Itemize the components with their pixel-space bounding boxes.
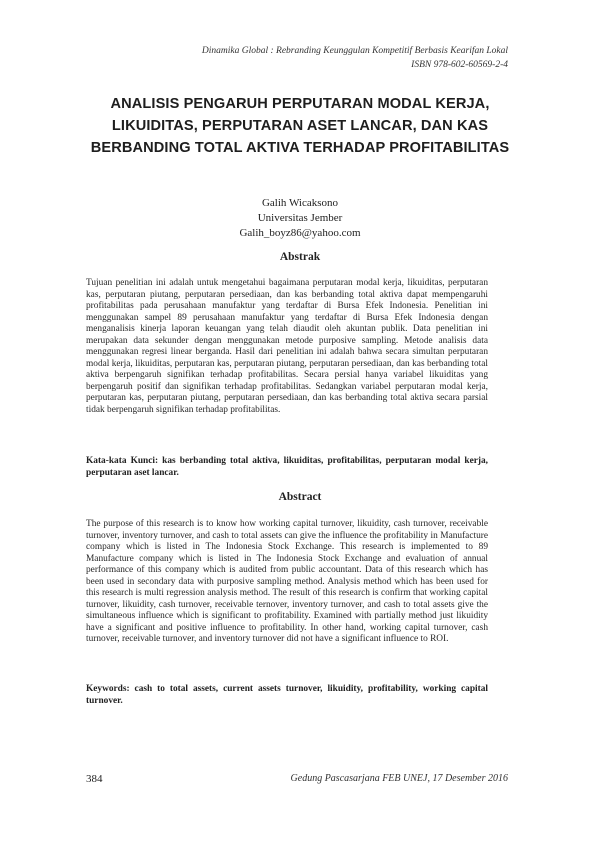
journal-title-line: Dinamika Global : Rebranding Keunggulan Kompetitif Berbasis Kearifan Lokal	[201, 46, 508, 56]
abstrak-heading: Abstrak	[279, 251, 321, 263]
abstract-heading: Abstract	[278, 491, 322, 503]
author-email: Galih_boyz86@yahoo.com	[239, 227, 361, 239]
page-number: 384	[86, 773, 103, 785]
footer-venue: Gedung Pascasarjana FEB UNEJ, 17 Desember 2016	[290, 773, 508, 784]
author-block	[100, 196, 500, 241]
kata-kunci: Kata-kata Kunci: kas berbanding total aktiva, likuiditas, profitabilitas, perputaran modal kerja, perputaran aset lancar.	[86, 456, 488, 478]
abstract-text: The purpose of this research is to know how working capital turnover, likuidity, cash turnover, receivable turnover, inventory turnover, and cash to total assets can give the influence the profitability in Manufacture company which is listed in The Indonesia Stock Exchange. This research is implemented to 89 Manufacture company which is listed in The Indonesia Stock Exchange and evaluation of annual performance of this company which is audited from public accountant. Data of this research which has been used in secondary data with purposive sampling method. Analysis method which has been used for this research is multi regression analysis method. The result of this research is confirm that working capital turnover, likuidity, cash turnover, receivable ternover, inventory turnover, and cash to total assets give the simultaneous influence which is significant to profitability. Examined with partially method just likuidity have a significant and positive influence to profitability. In other hand, working capital turnover, cash turnover, receivable turnover, and inventory turnover did not have a significant influence to ROI.	[86, 519, 488, 645]
abstrak-text: Tujuan penelitian ini adalah untuk mengetahui bagaimana perputaran modal kerja, likuiditas, perputaran kas, perputaran piutang, perputaran persediaan, dan kas berbanding total aktiva dapat mempengaruhi profitabilitas pada perusahaan manufaktur yang terdaftar di Bursa Efek Indonesia. Penelitian ini menggunakan sampel 89 perusahaan manufaktur yang terdaftar di Bursa Efek Indonesia dengan menganalisis kinerja laporan keuangan yang telah diaudit oleh akuntan publik. Data penelitian ini merupakan data sekunder dengan menggunakan metode purposive sampling. Metode analisis data menggunakan regresi linear berganda. Hasil dari penelitian ini adalah bahwa secara simultan perputaran modal kerja, likuiditas, perputaran kas, perputaran piutang, perputaran persediaan, dan kas berbanding total aktiva berpengaruh signifikan terhadap profitabilitas. Secara persial hanya variabel likuiditas yang berpengaruh positif dan signifikan terhadap profitabilitas. Sedangkan variabel perputaran modal kerja, perputaran kas, perputaran piutang, perputaran persediaan, dan kas berbanding total aktiva secara parsial tidak berpengaruh signifikan terhadap profitabilitas.	[86, 278, 488, 416]
running-header	[202, 44, 508, 72]
keywords: Keywords: cash to total assets, current assets turnover, likuidity, profitability, working capital turnover.	[86, 684, 488, 706]
author-name: Galih Wicaksono	[261, 197, 339, 209]
isbn-line: ISBN 978-602-60569-2-4	[411, 60, 508, 70]
paper-title: ANALISIS PENGARUH PERPUTARAN MODAL KERJA, LIKUIDITAS, PERPUTARAN ASET LANCAR, DAN KAS BERBANDING TOTAL AKTIVA TERHADAP PROFITABILITAS	[90, 96, 510, 156]
author-affiliation: Universitas Jember	[257, 212, 343, 224]
